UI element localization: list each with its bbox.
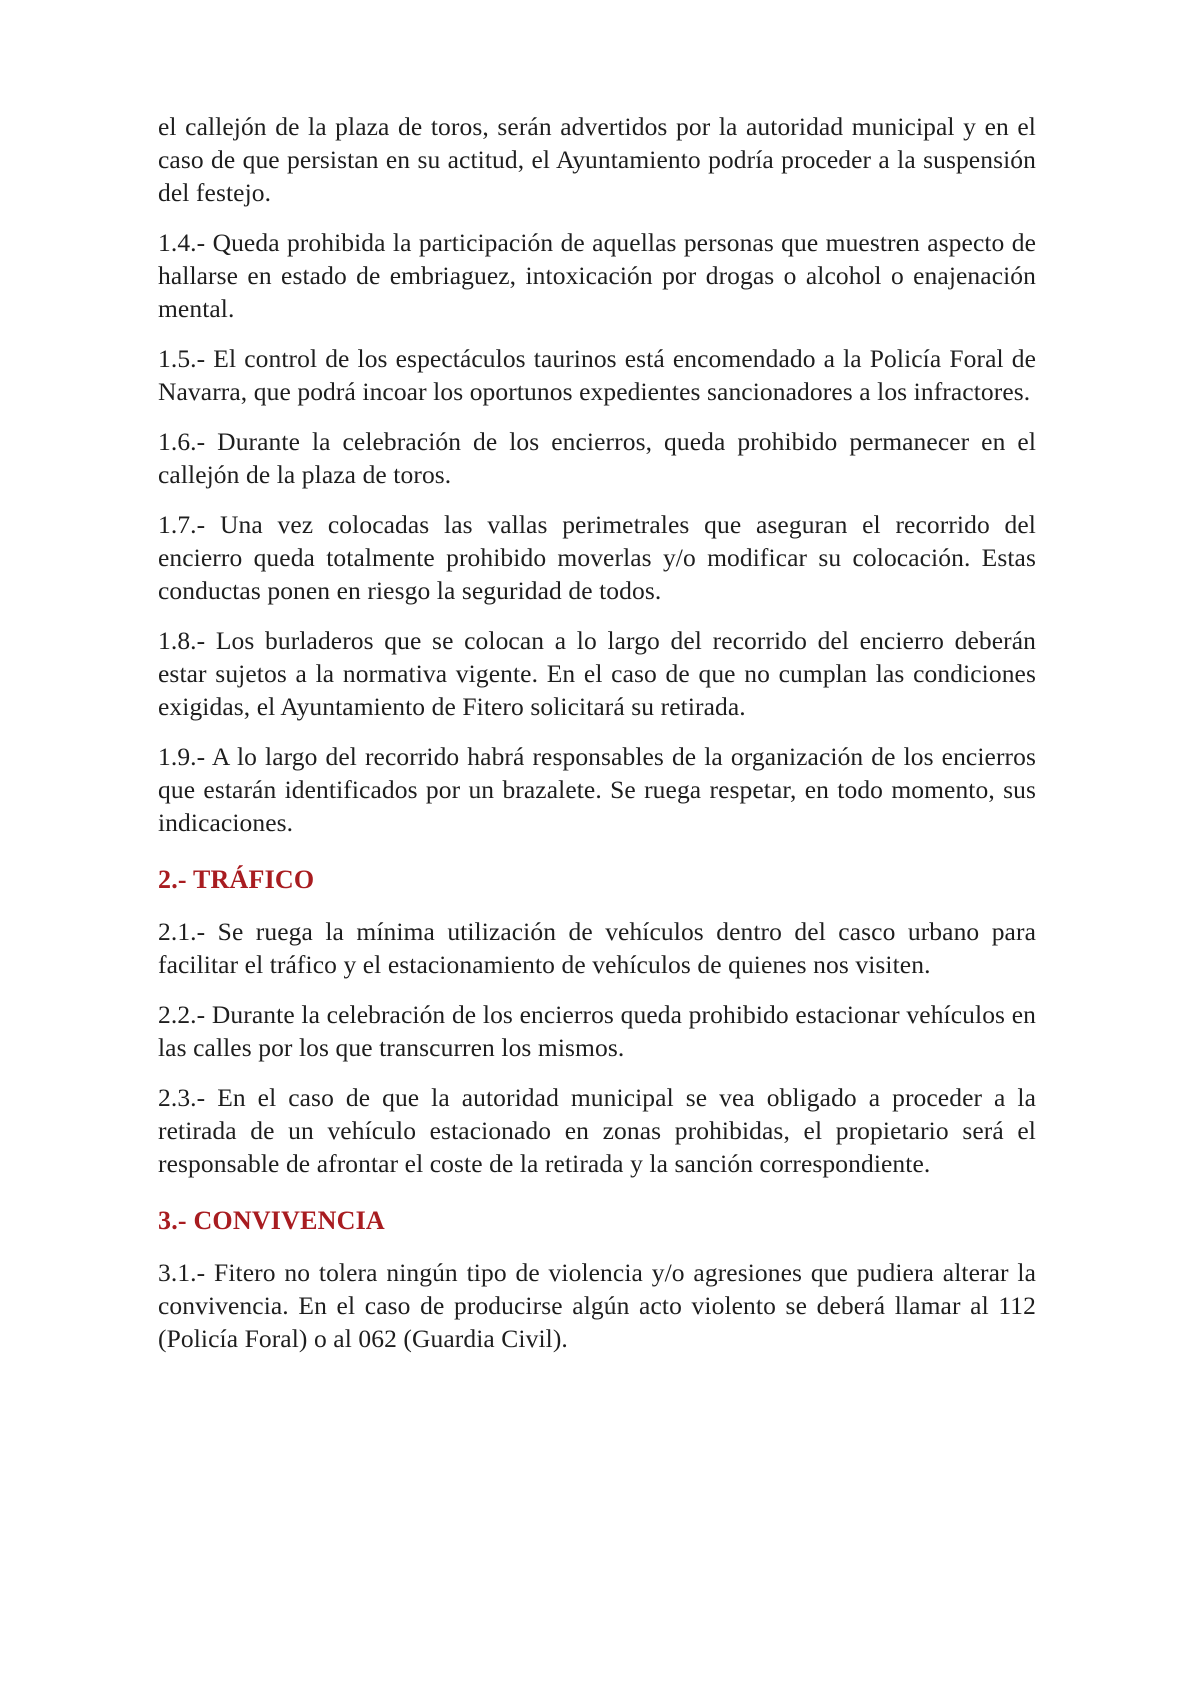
paragraph-1-8: 1.8.- Los burladeros que se colocan a lo largo del recorrido del encierro deberán estar sujetos a la normativa vigente. En el caso de que no cumplan las condiciones exigidas, el Ayuntamiento de Fitero solicitará su retirada. <box>158 626 1036 721</box>
section-heading-convivencia: 3.- CONVIVENCIA <box>158 1206 385 1235</box>
paragraph-1-4: 1.4.- Queda prohibida la participación de aquellas personas que muestren aspecto de hallarse en estado de embriaguez, intoxicación por drogas o alcohol o enajenación mental. <box>158 228 1036 323</box>
document-text-block <box>158 110 1036 1372</box>
paragraph-1-7: 1.7.- Una vez colocadas las vallas perimetrales que aseguran el recorrido del encierro queda totalmente prohibido moverlas y/o modificar su colocación. Estas conductas ponen en riesgo la seguridad de todos. <box>158 510 1036 605</box>
paragraph-3-1: 3.1.- Fitero no tolera ningún tipo de violencia y/o agresiones que pudiera alterar la convivencia. En el caso de producirse algún acto violento se deberá llamar al 112 (Policía Foral) o al 062 (Guardia Civil). <box>158 1258 1036 1353</box>
paragraph-1-6: 1.6.- Durante la celebración de los encierros, queda prohibido permanecer en el callejón de la plaza de toros. <box>158 427 1036 489</box>
paragraph-1-9: 1.9.- A lo largo del recorrido habrá responsables de la organización de los encierros que estarán identificados por un brazalete. Se ruega respetar, en todo momento, sus indicaciones. <box>158 742 1036 837</box>
section-heading-trafico: 2.- TRÁFICO <box>158 865 315 894</box>
paragraph-2-3: 2.3.- En el caso de que la autoridad municipal se vea obligado a proceder a la retirada de un vehículo estacionado en zonas prohibidas, el propietario será el responsable de afrontar el coste de la retirada y la sanción correspondiente. <box>158 1083 1036 1178</box>
paragraph-2-1: 2.1.- Se ruega la mínima utilización de vehículos dentro del casco urbano para facilitar el tráfico y el estacionamiento de vehículos de quienes nos visiten. <box>158 917 1036 979</box>
paragraph-2-2: 2.2.- Durante la celebración de los encierros queda prohibido estacionar vehículos en las calles por los que transcurren los mismos. <box>158 1000 1036 1062</box>
paragraph-continuation: el callejón de la plaza de toros, serán advertidos por la autoridad municipal y en el caso de que persistan en su actitud, el Ayuntamiento podría proceder a la suspensión del festejo. <box>158 112 1036 207</box>
paragraph-1-5: 1.5.- El control de los espectáculos taurinos está encomendado a la Policía Foral de Navarra, que podrá incoar los oportunos expedientes sancionadores a los infractores. <box>158 344 1036 406</box>
